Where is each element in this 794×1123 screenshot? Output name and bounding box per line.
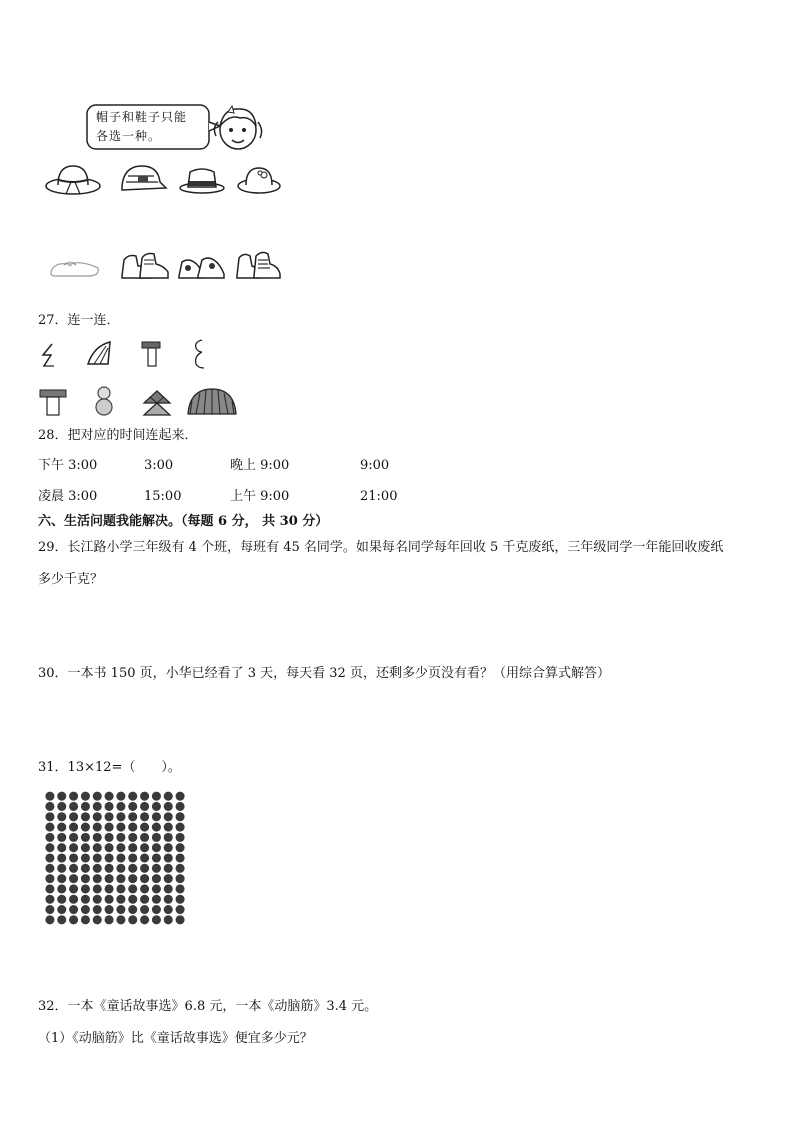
grid-dot [105,874,114,883]
bubble-line-2: 各选一种。 [96,129,162,143]
grid-dot [140,884,149,893]
grid-dot [81,895,90,904]
grid-dot [176,915,185,924]
grid-dot [116,812,125,821]
grid-dot [93,905,102,914]
grid-dot [176,874,185,883]
grid-dot [105,853,114,862]
q27-title: 27．连一连． [38,313,120,328]
grid-dot [45,874,54,883]
grid-dot [69,905,78,914]
grid-dot [93,915,102,924]
grid-dot [152,843,161,852]
bubble-line-1: 帽子和鞋子只能 [96,110,188,124]
grid-dot [69,864,78,873]
grid-dot [152,823,161,832]
grid-dot [128,802,137,811]
grid-dot [45,812,54,821]
grid-dot [176,812,185,821]
grid-dot [45,853,54,862]
grid-dot [164,812,173,821]
grid-dot [140,905,149,914]
grid-dot [164,884,173,893]
grid-dot [176,802,185,811]
grid-dot [176,864,185,873]
grid-dot [69,895,78,904]
grid-dot [164,802,173,811]
grid-dot [45,792,54,801]
house-roof-icon [142,389,172,417]
grid-dot [176,884,185,893]
grid-dot [164,895,173,904]
grid-dot [81,915,90,924]
grid-dot [152,895,161,904]
grid-dot [69,802,78,811]
grid-dot [93,874,102,883]
grid-dot [164,905,173,914]
grid-dot [81,812,90,821]
grid-dot [128,833,137,842]
grid-dot [81,905,90,914]
grid-dot [116,802,125,811]
q28-row1-time-d: 9:00 [360,458,390,473]
grid-dot [57,853,66,862]
grid-dot [152,874,161,883]
grid-dot [105,905,114,914]
grid-dot [105,895,114,904]
grid-dot [93,823,102,832]
q31-text: 31．13×12=（ ）。 [38,760,181,775]
grid-dot [140,812,149,821]
grid-dot [105,812,114,821]
grid-dot [57,833,66,842]
grid-dot [152,812,161,821]
grid-dot [116,874,125,883]
shoes-row [44,250,284,284]
grid-dot [81,884,90,893]
grid-dot [69,915,78,924]
grid-dot [105,833,114,842]
grid-dot [128,895,137,904]
grid-dot [105,792,114,801]
grid-dot [81,853,90,862]
q28-title: 28．把对应的时间连起来． [38,428,198,443]
grid-dot [164,823,173,832]
sneaker-icon [176,252,226,282]
grid-dot [152,853,161,862]
grid-dot [105,823,114,832]
girl-icon [210,100,266,156]
high-top-sneaker-icon [234,250,282,282]
grid-dot [116,884,125,893]
q27-fragments-row [40,338,220,370]
grid-dot [45,833,54,842]
speech-bubble [86,104,212,152]
grid-dot [93,792,102,801]
grid-dot [176,833,185,842]
grid-dot [176,895,185,904]
grid-dot [69,853,78,862]
grid-dot [69,833,78,842]
grid-dot [57,895,66,904]
grid-dot [152,833,161,842]
grid-dot [69,843,78,852]
mushroom-fragment-icon [140,340,162,368]
grid-dot [105,802,114,811]
grid-dot [116,823,125,832]
grid-dot [93,895,102,904]
grid-dot [176,823,185,832]
grid-dot [93,833,102,842]
grid-dot [93,864,102,873]
q32-text: 32．一本《童话故事选》6.8 元，一本《动脑筋》3.4 元。 [38,999,378,1014]
grid-dot [116,915,125,924]
grid-dot [81,874,90,883]
grid-dot [93,802,102,811]
grid-dot [128,884,137,893]
grid-dot [105,864,114,873]
slipper-icon [48,256,102,280]
dot-grid [44,791,186,925]
grid-dot [69,874,78,883]
grid-dot [116,895,125,904]
grid-dot [57,843,66,852]
grid-dot [176,853,185,862]
grid-dot [116,792,125,801]
grid-dot [176,843,185,852]
flower-hat-icon [236,162,282,196]
q30-text: 30．一本书 150 页，小华已经看了 3 天，每天看 32 页，还剩多少页没有看？（用综合算式解答） [38,666,610,681]
q27-shapes-row [38,385,248,419]
grid-dot [140,833,149,842]
grid-dot [105,884,114,893]
grid-dot [69,884,78,893]
q29-line-1: 29．长江路小学三年级有 4 个班，每班有 45 名同学。如果每名同学每年回收 5 千克废纸，三年级同学一年能回收废纸 [38,540,724,555]
boot-icon [118,250,170,282]
grid-dot [164,853,173,862]
grid-dot [140,843,149,852]
grid-dot [57,884,66,893]
grid-dot [45,823,54,832]
fedora-icon [178,164,226,196]
grid-dot [93,812,102,821]
section-6-title: 六、生活问题我能解决。（每题 6 分， 共 30 分） [38,514,329,529]
grid-dot [57,864,66,873]
grid-dot [57,915,66,924]
grid-dot [57,812,66,821]
grid-dot [57,823,66,832]
grid-dot [128,823,137,832]
grid-dot [45,802,54,811]
grid-dot [81,833,90,842]
dot-grid-svg [44,791,186,925]
grid-dot [152,905,161,914]
grid-dot [128,874,137,883]
grid-dot [116,853,125,862]
grid-dot [81,864,90,873]
q28-row1-time-c: 晚上 9:00 [230,458,290,473]
grid-dot [81,823,90,832]
grid-dot [164,843,173,852]
snowman-icon [94,385,114,417]
grid-dot [116,843,125,852]
grid-dot [140,864,149,873]
grid-dot [93,853,102,862]
grid-dot [81,802,90,811]
umbrella-icon [186,387,238,417]
grid-dot [152,884,161,893]
grid-dot [164,833,173,842]
grid-dot [128,864,137,873]
grid-dot [116,864,125,873]
grid-dot [116,833,125,842]
grid-dot [164,792,173,801]
grid-dot [45,905,54,914]
grid-dot [81,792,90,801]
grid-dot [176,792,185,801]
grid-dot [128,905,137,914]
grid-dot [93,843,102,852]
q32-sub-1: （1）《动脑筋》比《童话故事选》便宜多少元？ [38,1031,313,1046]
grid-dot [57,905,66,914]
lightning-fragment-icon [40,342,56,368]
cap-icon [118,162,168,198]
sail-fragment-icon [86,340,112,366]
grid-dot [152,864,161,873]
grid-dot [57,874,66,883]
grid-dot [152,802,161,811]
grid-dot [69,812,78,821]
grid-dot [57,802,66,811]
mushroom-icon [38,387,68,417]
q28-row2-time-c: 上午 9:00 [230,489,290,504]
grid-dot [45,915,54,924]
snowman-fragment-icon [192,338,210,370]
grid-dot [140,895,149,904]
grid-dot [105,915,114,924]
grid-dot [140,802,149,811]
grid-dot [164,874,173,883]
grid-dot [45,843,54,852]
grid-dot [140,792,149,801]
grid-dot [140,853,149,862]
q28-row2-time-b: 15:00 [144,489,182,504]
q28-row2-time-d: 21:00 [360,489,398,504]
grid-dot [128,853,137,862]
grid-dot [152,915,161,924]
grid-dot [152,792,161,801]
grid-dot [69,823,78,832]
q28-row1-time-a: 下午 3:00 [38,458,98,473]
hat-icon [44,160,102,198]
grid-dot [128,843,137,852]
q28-row2-time-a: 凌晨 3:00 [38,489,98,504]
q28-row1-time-b: 3:00 [144,458,174,473]
grid-dot [140,823,149,832]
hats-row [44,160,284,200]
grid-dot [164,864,173,873]
grid-dot [128,915,137,924]
grid-dot [57,792,66,801]
grid-dot [140,915,149,924]
grid-dot [81,843,90,852]
grid-dot [45,884,54,893]
grid-dot [140,874,149,883]
grid-dot [164,915,173,924]
q29-line-2: 多少千克？ [38,572,104,587]
grid-dot [93,884,102,893]
grid-dot [176,905,185,914]
grid-dot [45,895,54,904]
grid-dot [116,905,125,914]
grid-dot [45,864,54,873]
grid-dot [69,792,78,801]
grid-dot [128,812,137,821]
grid-dot [105,843,114,852]
grid-dot [128,792,137,801]
